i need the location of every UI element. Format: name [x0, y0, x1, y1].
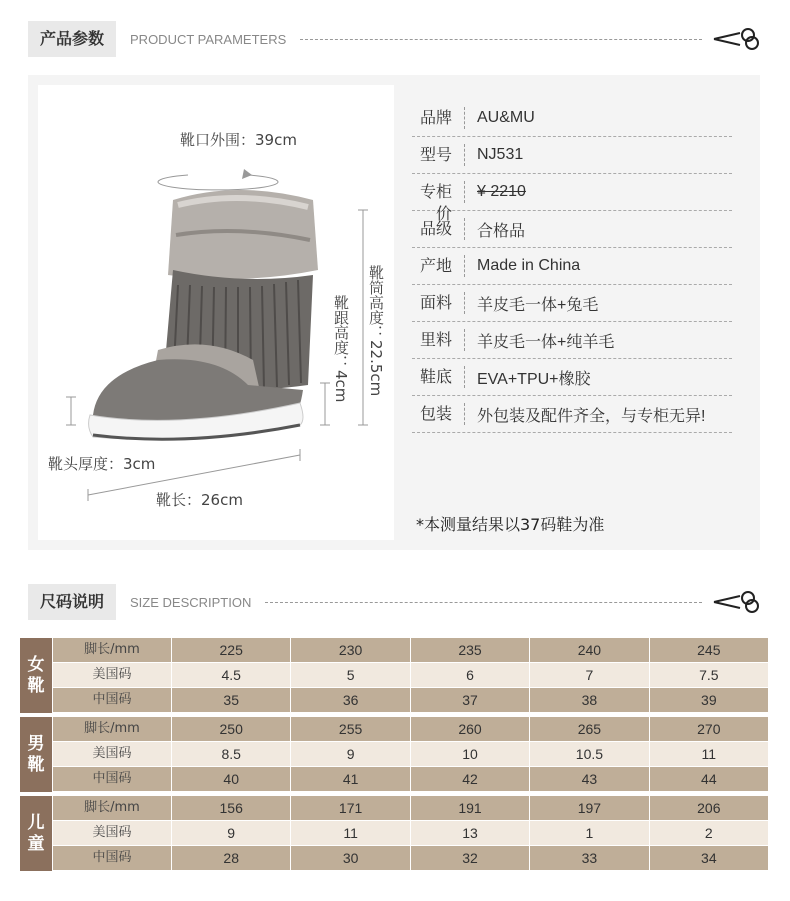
spec-table — [412, 100, 732, 433]
table-cell: 9 — [172, 821, 291, 845]
spec-row — [412, 285, 732, 322]
size-group-rows — [53, 796, 768, 871]
table-cell: 235 — [411, 638, 530, 662]
spec-value: 外包装及配件齐全，与专柜无异! — [477, 407, 706, 425]
table-cell: 265 — [530, 717, 649, 741]
spec-row — [412, 137, 732, 174]
spec-key: 鞋底 — [412, 366, 465, 388]
table-row — [53, 663, 768, 688]
spec-row — [412, 359, 732, 396]
table-cell: 171 — [291, 796, 410, 820]
spec-value: NJ531 — [477, 146, 524, 163]
table-cell: 6 — [411, 663, 530, 687]
table-cell: 11 — [291, 821, 410, 845]
table-cell: 240 — [530, 638, 649, 662]
spec-key: 里料 — [412, 329, 465, 351]
spec-key: 面料 — [412, 292, 465, 314]
spec-row — [412, 322, 732, 359]
table-cell: 270 — [697, 721, 721, 737]
size-group — [20, 638, 768, 713]
spec-key: 型号 — [412, 144, 465, 166]
table-cell: 33 — [530, 846, 649, 870]
table-cell: 30 — [291, 846, 410, 870]
spec-row — [412, 211, 732, 248]
table-cell: 11 — [701, 746, 717, 762]
spec-row — [412, 100, 732, 137]
table-cell: 44 — [701, 771, 717, 787]
table-cell: 197 — [530, 796, 649, 820]
product-image-panel — [38, 85, 394, 540]
table-cell: 4.5 — [172, 663, 291, 687]
table-cell: 245 — [697, 642, 721, 658]
table-cell: 28 — [172, 846, 291, 870]
measurement-note: *本测量结果以37码鞋为准 — [416, 515, 605, 534]
table-cell: 5 — [291, 663, 410, 687]
table-row — [53, 688, 768, 713]
table-cell: 7.5 — [699, 667, 719, 683]
table-cell: 36 — [291, 688, 410, 712]
spec-row — [412, 396, 732, 433]
size-group-rows — [53, 717, 768, 792]
table-cell: 39 — [701, 692, 717, 708]
size-section-title: 尺码说明 — [28, 584, 116, 620]
table-row — [53, 767, 768, 792]
row-header-cell: 美国码 — [53, 663, 172, 687]
table-row — [53, 846, 768, 871]
table-cell: 255 — [291, 717, 410, 741]
size-group-label: 女 靴 — [20, 638, 52, 713]
row-header-cell: 中国码 — [53, 846, 172, 870]
table-cell: 40 — [172, 767, 291, 791]
section-divider — [265, 602, 702, 603]
table-cell: 206 — [697, 800, 721, 816]
row-header-cell: 脚长/mm — [53, 638, 172, 662]
table-cell: 156 — [172, 796, 291, 820]
size-group-label: 儿 童 — [20, 796, 52, 871]
toe-thickness-label: 靴头厚度：3cm — [48, 455, 156, 473]
table-cell: 32 — [411, 846, 530, 870]
spec-value: ¥ 2210 — [477, 183, 526, 200]
table-cell: 7 — [530, 663, 649, 687]
heel-height-label: 靴跟高度：4cm — [332, 295, 350, 403]
params-section-title: 产品参数 — [28, 21, 116, 57]
spec-value: EVA+TPU+橡胶 — [477, 370, 591, 388]
spec-key: 专柜价 — [412, 181, 465, 203]
section-divider — [300, 39, 702, 40]
spec-value: Made in China — [477, 257, 581, 274]
table-cell: 250 — [172, 717, 291, 741]
shaft-height-label: 靴筒高度：22.5cm — [367, 265, 385, 397]
boot-length-label: 靴长：26cm — [156, 491, 243, 509]
row-header-cell: 美国码 — [53, 742, 172, 766]
table-cell: 37 — [411, 688, 530, 712]
params-section-subtitle: PRODUCT PARAMETERS — [130, 31, 287, 47]
size-section-header — [28, 584, 762, 620]
table-cell: 42 — [411, 767, 530, 791]
spec-key: 产地 — [412, 255, 465, 277]
table-cell: 35 — [172, 688, 291, 712]
table-cell: 10 — [411, 742, 530, 766]
size-group-label: 男 靴 — [20, 717, 52, 792]
table-cell: 38 — [530, 688, 649, 712]
table-cell: 1 — [530, 821, 649, 845]
spec-key: 包装 — [412, 403, 465, 425]
table-row — [53, 742, 768, 767]
row-header-cell: 中国码 — [53, 688, 172, 712]
row-header-cell: 美国码 — [53, 821, 172, 845]
row-header-cell: 脚长/mm — [53, 717, 172, 741]
table-cell: 230 — [291, 638, 410, 662]
row-header-cell: 中国码 — [53, 767, 172, 791]
size-group — [20, 796, 768, 871]
spec-value: AU&MU — [477, 109, 535, 126]
table-cell: 9 — [291, 742, 410, 766]
spec-row — [412, 248, 732, 285]
table-cell: 8.5 — [172, 742, 291, 766]
table-cell: 41 — [291, 767, 410, 791]
table-row — [53, 638, 768, 663]
spec-value: 羊皮毛一体+兔毛 — [477, 296, 599, 314]
spec-key: 品牌 — [412, 107, 465, 129]
size-group-rows — [53, 638, 768, 713]
scissors-icon — [712, 27, 762, 51]
table-cell: 2 — [704, 825, 713, 841]
spec-key: 品级 — [412, 218, 465, 240]
table-row — [53, 717, 768, 742]
row-header-cell: 脚长/mm — [53, 796, 172, 820]
table-row — [53, 821, 768, 846]
spec-row — [412, 174, 732, 223]
opening-circumference-label: 靴口外围：39cm — [180, 131, 297, 149]
table-row — [53, 796, 768, 821]
table-cell: 34 — [701, 850, 717, 866]
spec-value: 羊皮毛一体+纯羊毛 — [477, 333, 615, 351]
params-section-header — [28, 21, 762, 57]
table-cell: 13 — [411, 821, 530, 845]
table-cell: 260 — [411, 717, 530, 741]
size-section-subtitle: SIZE DESCRIPTION — [130, 594, 252, 610]
table-cell: 10.5 — [530, 742, 649, 766]
table-cell: 191 — [411, 796, 530, 820]
size-group — [20, 717, 768, 792]
table-cell: 43 — [530, 767, 649, 791]
scissors-icon — [712, 590, 762, 614]
table-cell: 225 — [172, 638, 291, 662]
spec-value: 合格品 — [477, 222, 526, 240]
